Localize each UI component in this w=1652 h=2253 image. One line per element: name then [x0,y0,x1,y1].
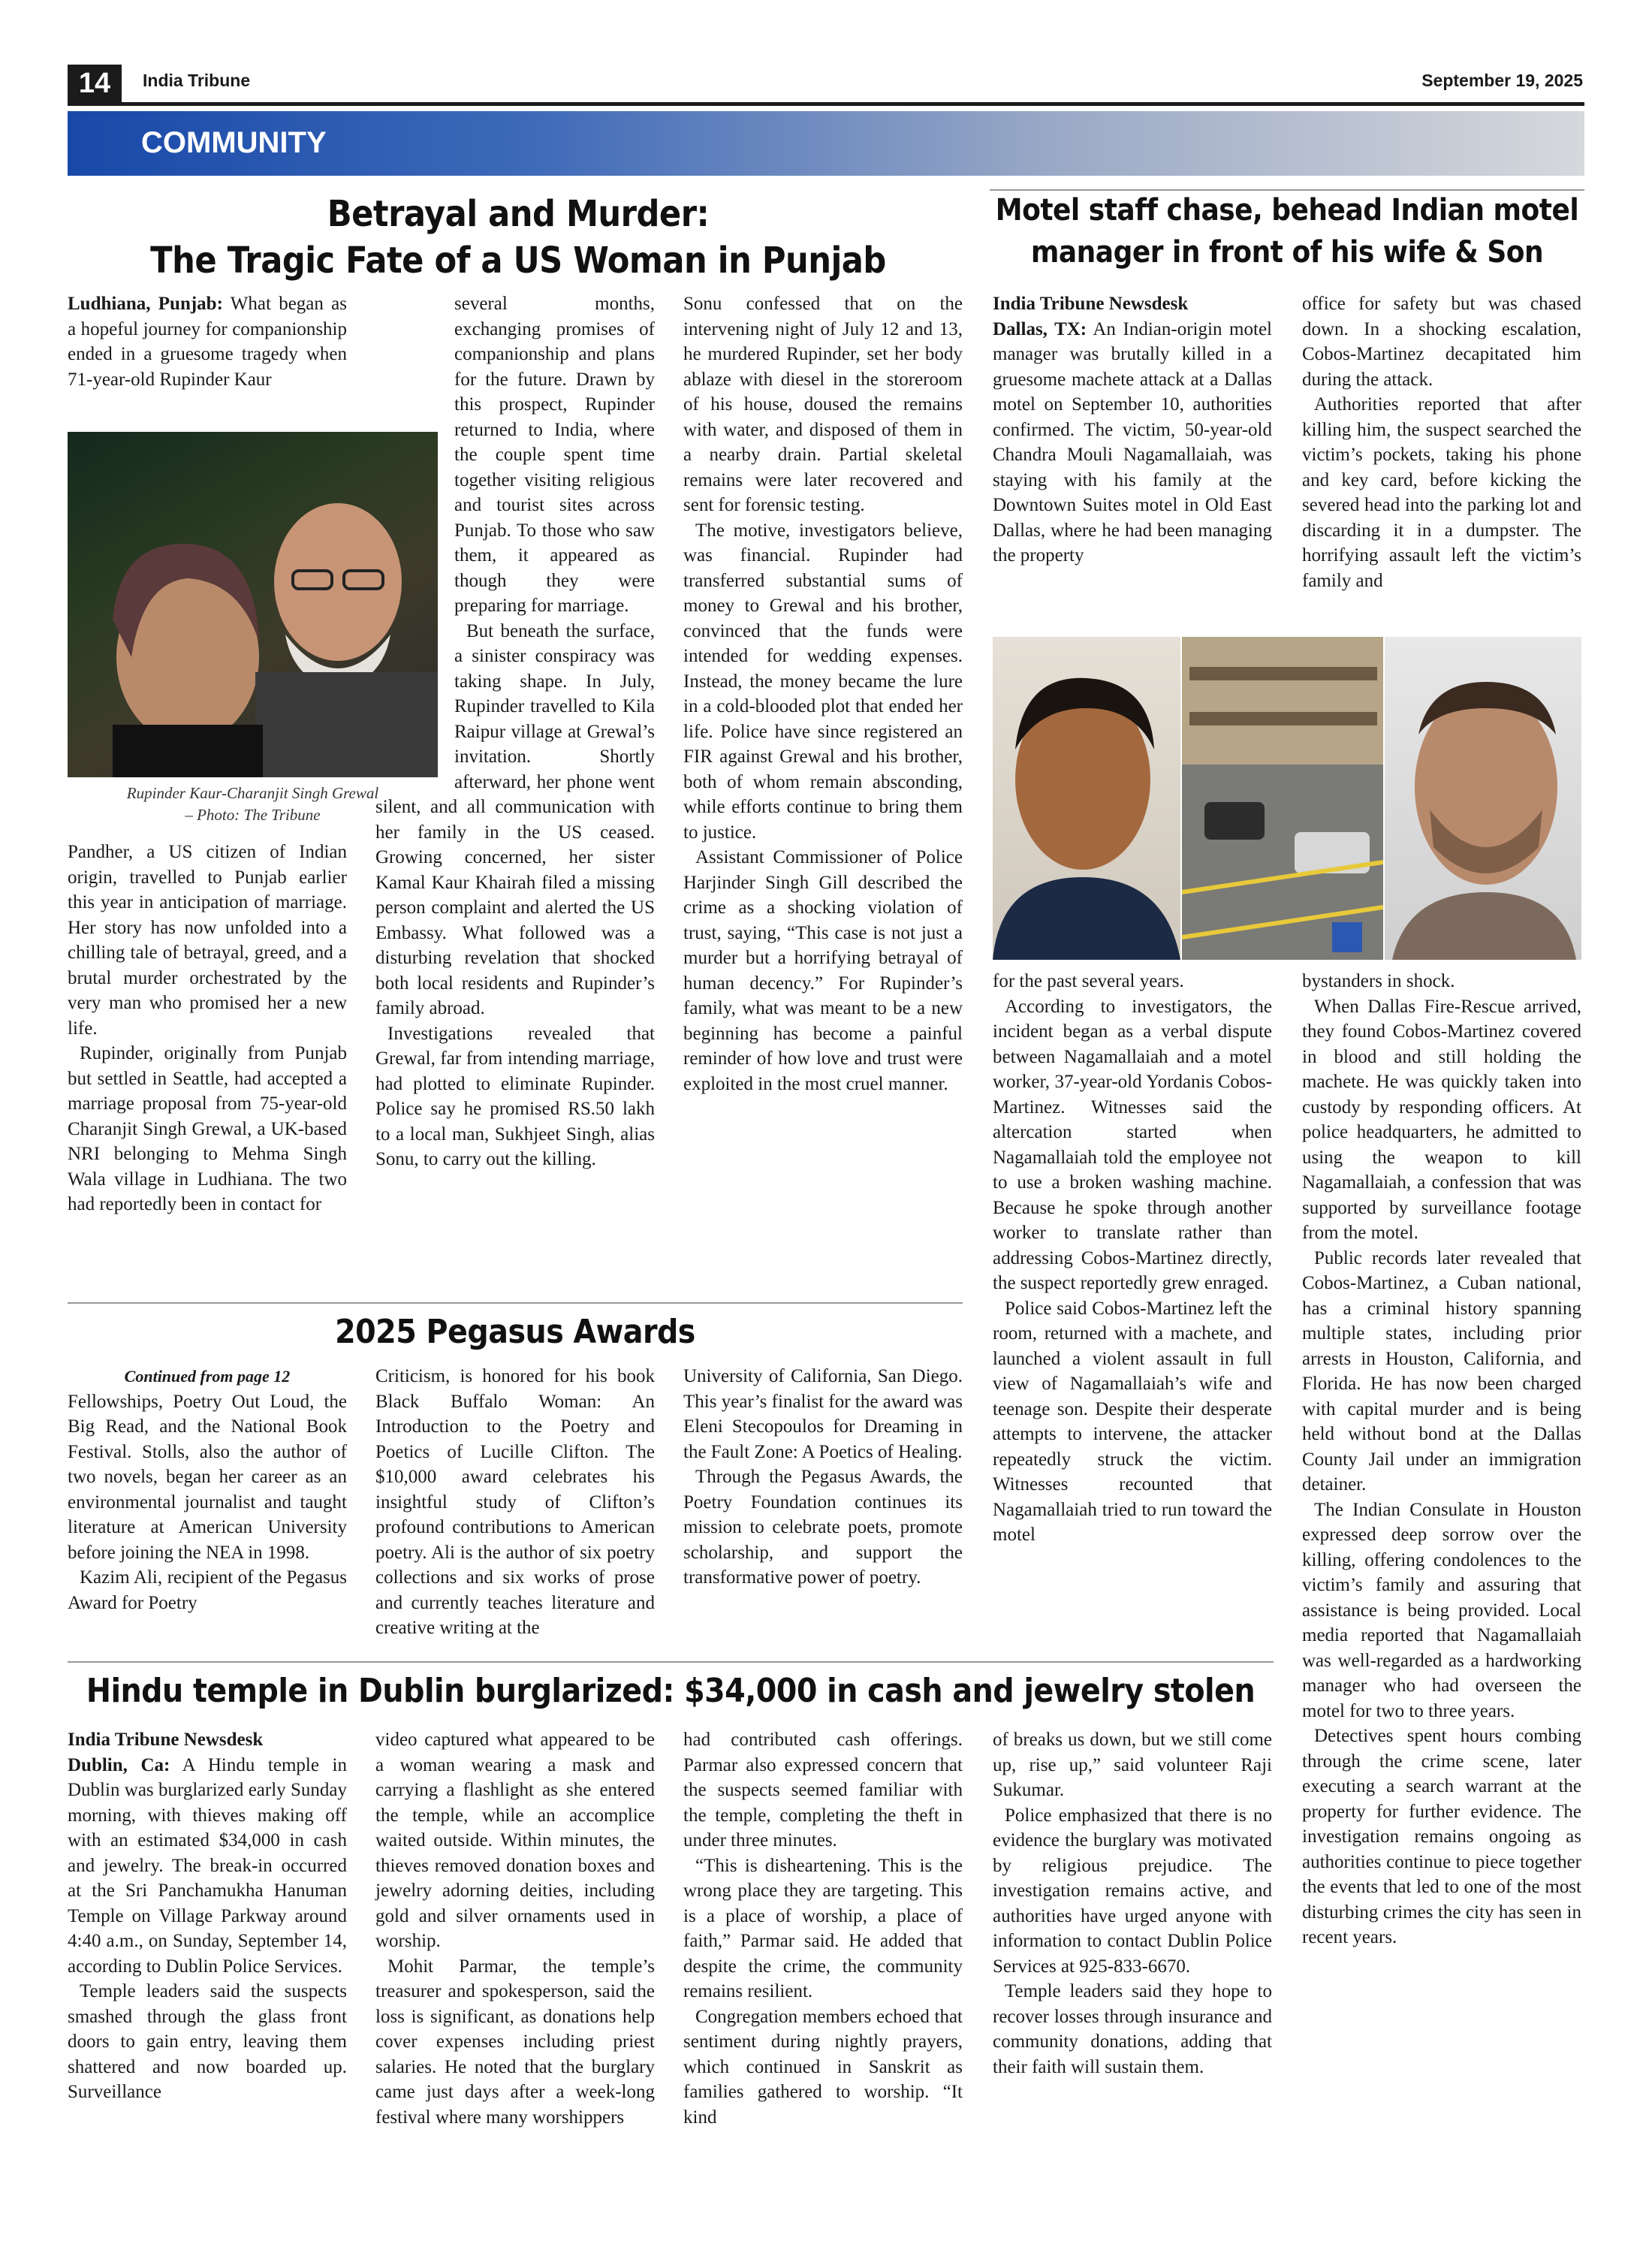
pegasus-col1 [68,1364,347,1615]
article1-col1-bottom [68,840,347,1217]
motel-scene-svg [1182,637,1383,960]
caption-line1: Rupinder Kaur-Charanjit Singh Grewal [126,784,379,802]
article4-top-rule [68,1661,1274,1663]
article2-headline [990,189,1584,273]
article2-col2-bottom-p4: The Indian Consulate in Houston expressed deep sorrow over the killing, offering condolences to the victim’s family and assuring that assistance is being provided. Local media reported that Nagamallaiah was well-regarded as a hardworking manager who had overseen the motel for two to three years. [1302,1499,1581,1721]
article4-col3-p3: Congregation members echoed that sentiment during nightly prayers, which continued in Sanskrit as families gathered to worship. “It kind [683,2006,963,2128]
article2-col2-top [1302,291,1581,593]
article1-col2-p1: several months, exchanging promises of companionship and plans for the future. Drawn by this prospect, Rupinder returned to India, where the couple spent time together visiting religious and tourist sites across Punjab. To those who saw them, it appeared as though they were preparing for marriage. [454,294,655,616]
article4-col2-p1: video captured what appeared to be a woman wearing a mask and carrying a flashlight as she entered the temple, while an accomplice waited outside. Within minutes, the thieves removed donation boxes and jewelry adorning deities, including gold and silver ornaments used in worship. [375,1730,655,1951]
pegasus-continued: Continued from page 12 [124,1367,291,1386]
suspect-photo [1385,637,1581,960]
article2-headline-line2: manager in front of his wife & Son [1030,235,1544,270]
article4-col2 [375,1727,655,2130]
caption-line2: – Photo: The Tribune [185,806,321,824]
article4-col3 [683,1727,963,2130]
pegasus-col3-p2: Through the Pegasus Awards, the Poetry Foundation continues its mission to celebrate poets, promote scholarship, and support the transformative power of poetry. [683,1467,963,1588]
article2-col1-bottom-p1: for the past several years. [993,971,1184,991]
article2-col1-bottom-p2: According to investigators, the incident began as a verbal dispute between Nagamallaiah and a motel worker, 37-year-old Yordanis Cobos-Martinez. Witnesses said the altercation started when Nagamallaiah told the employee not to use a broken washing machine. Because he spoke through another worker to translate rather than addressing Cobos-Martinez directly, the suspect reportedly grew enraged. [993,996,1272,1293]
pegasus-col1-p2: Kazim Ali, recipient of the Pegasus Award for Poetry [68,1567,347,1613]
suspect-photo-svg [1385,637,1581,960]
motel-scene-photo [1182,637,1383,960]
article1-col3-p2: The motive, investigators believe, was financial. Rupinder had transferred substantial sums of money to Grewal and his brother, convinced that the funds were intended for wedding expenses. Instead, the money became the lure in a cold-blooded plot that ended her life. Police have since registered an FIR against Grewal and his brother, both of whom remain absconding, while efforts continue to bring them to justice. [683,520,963,843]
article2-col2-bottom-p5: Detectives spent hours combing through the crime scene, later executing a search warrant at the property for further evidence. The investigation remains ongoing as authorities continue to piece together the events that led to one of the most disturbing crimes the city has seen in recent years. [1302,1726,1581,1947]
article2-col2-top-p1: office for safety but was chased down. In a shocking escalation, Cobos-Martinez decapitated him during the attack. [1302,294,1581,390]
article1-col1-top [68,291,347,392]
victim-photo-svg [993,637,1180,960]
article1-col2-p2: But beneath the surface, a sinister conspiracy was taking shape. In July, Rupinder travelled to Kila Raipur village at Grewal’s invitation. Shortly afterward, her phone went silent, and all communication with her family in the US ceased. Growing concerned, her sister Kamal Kaur Khairah filed a missing person complaint and alerted the US Embassy. What followed was a disturbing revelation that shocked both local residents and Rupinder’s family abroad. [375,620,655,1018]
article2-headline-line1: Motel staff chase, behead Indian motel [995,193,1579,228]
article2-byline: India Tribune Newsdesk [993,294,1189,314]
article4-col1-p2: Temple leaders said the suspects smashed through the glass front doors to gain entry, leaving them shattered and now boarded up. Surveillance [68,1981,347,2102]
article2-col2-bottom-p3: Public records later revealed that Cobos-Martinez, a Cuban national, has a criminal history spanning multiple states, including prior arrests in Houston, California, and Florida. He has now been charged with capital murder and is being held without bond at the Dallas County Jail under an immigration detainer. [1302,1247,1581,1494]
article4-col4-p1: of breaks us down, but we still come up, rise up,” said volunteer Raji Sukumar. [993,1730,1272,1800]
article4-col1 [68,1727,347,2105]
pegasus-col3 [683,1364,963,1591]
pegasus-headline: 2025 Pegasus Awards [335,1313,695,1351]
article2-col1-bottom-p3: Police said Cobos-Martinez left the room, returned with a machete, and launched a violent assault in full view of Nagamallaiah’s wife and teenage son. Despite their desperate attempts to intervene, the attacker repeatedly struck the victim. Witnesses recounted that Nagamallaiah tried to run toward the motel [993,1298,1272,1545]
article4-byline: India Tribune Newsdesk [68,1730,264,1750]
article2-col2-top-p2: Authorities reported that after killing him, the suspect searched the victim’s pockets, taking his phone and key card, before kicking the severed head into the parking lot and discarding it in a dumpster. The horrifying assault left the victim’s family and [1302,394,1581,591]
article1-col3-p3: Assistant Commissioner of Police Harjinder Singh Gill described the crime as a shocking violation of trust, saying, “This case is not just a murder but a horrifying betrayal of human decency.” For Rupinder’s family, what was meant to be a new beginning has become a painful reminder of how love and trust were exploited in the most cruel manner. [683,847,963,1094]
article1-col2-p3: Investigations revealed that Grewal, far from intending marriage, had plotted to eliminate Rupinder. Police say he promised RS.50 lakh to a local man, Sukhjeet Singh, alias Sonu, to carry out the killing. [375,1023,655,1169]
article1-col3 [683,291,963,1096]
publication-name: India Tribune [143,71,251,90]
article1-col1-top-text: What began as a hopeful journey for companionship ended in a gruesome tragedy when 71-year-old Rupinder Kaur [68,294,347,390]
victim-photo [993,637,1180,960]
article1-col3-p1: Sonu confessed that on the intervening night of July 12 and 13, he murdered Rupinder, set her body ablaze with diesel in the storeroom of his house, doused the remains with water, and disposed of them in a nearby drain. Partial skeletal remains were later recovered and sent for forensic testing. [683,294,963,515]
article1-headline [105,191,931,284]
article2-col1-top-text: An Indian-origin motel manager was brutally killed in a gruesome machete attack at a Dallas motel on September 10, authorities confirmed. The victim, 50-year-old Chandra Mouli Nagamallaiah, was staying with his family at the Downtown Suites motel in Old East Dallas, where he had been managing the property [993,318,1272,566]
pegasus-col3-p1: University of California, San Diego. This year’s finalist for the award was Eleni Stecopoulos for Dreaming in the Fault Zone: A Poetics of Healing. [683,1366,963,1462]
article1-col2 [375,291,655,1172]
article2-col1-bottom [993,969,1272,1548]
page-number: 14 [78,68,111,99]
article2-col2-bottom-p2: When Dallas Fire-Rescue arrived, they found Cobos-Martinez covered in blood and still holding the machete. He was quickly taken into custody by responding officers. At police headquarters, he admitted to using the weapon to kill Nagamallaiah, a confession that was supported by surveillance footage from the motel. [1302,996,1581,1243]
article4-col3-p1: had contributed cash offerings. Parmar also expressed concern that the suspects seemed familiar with the temple, completing the theft in under three minutes. [683,1730,963,1850]
pegasus-col1-p1: Fellowships, Poetry Out Loud, the Big Read, and the National Book Festival. Stolls, also the author of two novels, began her career as an environmental journalist and taught literature at American University before joining the NEA in 1998. [68,1391,347,1563]
article2-col2-bottom-p1: bystanders in shock. [1302,971,1455,991]
issue-date: September 19, 2025 [1421,71,1583,90]
article4-headline: Hindu temple in Dublin burglarized: $34,000 in cash and jewelry stolen [86,1672,1256,1710]
article1-headline-line1: Betrayal and Murder: [327,193,710,235]
article1-col1-p2: Pandher, a US citizen of Indian origin, travelled to Punjab earlier this year in anticipation of marriage. Her story has now unfolded into a chilling tale of betrayal, greed, and a brutal murder orchestrated by the very man who promised her a new life. [68,842,347,1039]
article4-col4-p2: Police emphasized that there is no evidence the burglary was motivated by religious prejudice. The investigation remains active, and authorities have urged anyone with information to contact Dublin Police Services at 925-833-6670. [993,1805,1272,1977]
article4-col4 [993,1727,1272,2080]
header-rule [68,102,1584,106]
article1-bottom-rule [68,1302,963,1304]
article1-col1-p3: Rupinder, originally from Punjab but settled in Seattle, had accepted a marriage proposal from 75-year-old Charanjit Singh Grewal, a UK-based NRI belonging to Mehma Singh Wala village in Ludhiana. The two had reportedly been in contact for [68,1043,347,1214]
article2-col2-bottom [1302,969,1581,1950]
article2-col1-top [993,291,1272,569]
article4-col4-p3: Temple leaders said they hope to recover losses through insurance and community donations, adding that their faith will sustain them. [993,1981,1272,2077]
pegasus-col2 [375,1364,655,1641]
article1-dateline: Ludhiana, Punjab: [68,294,223,314]
section-title: COMMUNITY [141,126,327,159]
article1-headline-line2: The Tragic Fate of a US Woman in Punjab [150,240,886,282]
photo-wrap-spacer [375,291,454,772]
article2-dateline: Dallas, TX: [993,318,1087,339]
article4-col1-p1: A Hindu temple in Dublin was burglarized early Sunday morning, with thieves making off with an estimated $34,000 in cash and jewelry. The break-in occurred at the Sri Panchamukha Hanuman Temple on Village Parkway around 4:40 a.m., on Sunday, September 14, according to Dublin Police Services. [68,1754,347,1977]
article4-dateline: Dublin, Ca: [68,1754,170,1775]
article4-col2-p2: Mohit Parmar, the temple’s treasurer and spokesperson, said the loss is significant, as donations help cover expenses including priest salaries. He noted that the burglary came just days after a week-long festival where many worshippers [375,1956,655,2128]
article4-col3-p2: “This is disheartening. This is the wrong place they are targeting. This is a place of worship, a place of faith,” Parmar said. He added that despite the crime, the community remains resilient. [683,1855,963,2001]
pegasus-col2-p1: Criticism, is honored for his book Black Buffalo Woman: An Introduction to the Poetry and Poetics of Lucille Clifton. The $10,000 award celebrates his insightful study of Clifton’s profound contributions to American poetry. Ali is the author of six poetry collections and six works of prose and currently teaches literature and creative writing at the [375,1366,655,1638]
